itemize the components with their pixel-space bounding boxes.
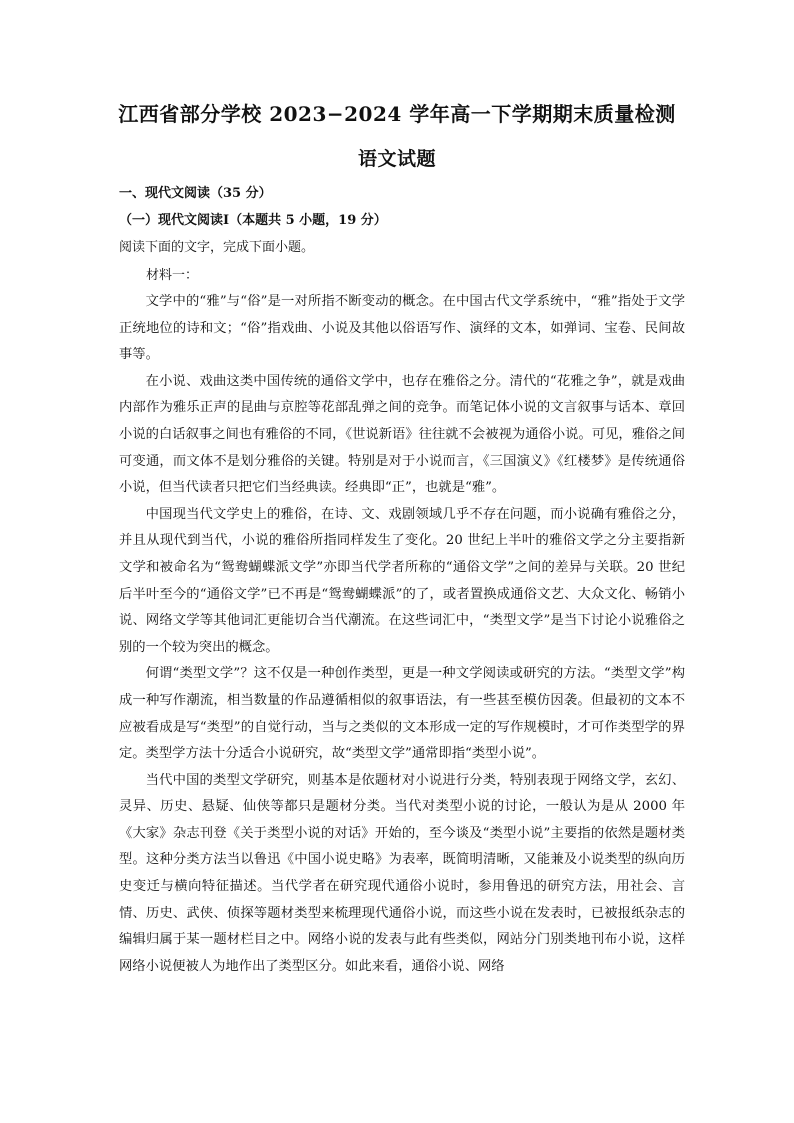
- paragraph: 何谓“类型文学”？这不仅是一种创作类型，更是一种文学阅读或研究的方法。“类型文学”构成一种写作潮流，相当数量的作品遵循相似的叙事语法，有一些甚至模仿因袭。但最初的文本不应被看成是写“类型”的自觉行动，当与之类似的文本形成一定的写作规模时，才可作类型学的界定。类型学方法十分适合小说研究，故“类型文学”通常即指“类型小说”。: [119, 666, 685, 762]
- page-title: 江西省部分学校 2023−2024 学年高一下学期期末质量检测: [118, 102, 676, 126]
- paragraph: 在小说、戏曲这类中国传统的通俗文学中，也存在雅俗之分。清代的“花雅之争”，就是戏曲内部作为雅乐正声的昆曲与京腔等花部乱弹之间的竞争。而笔记体小说的文言叙事与话本、章回小说的白话叙事之间也有雅俗的不同，《世说新语》往往就不会被视为通俗小说。可见，雅俗之间可变通，而文体不是划分雅俗的关键。特别是对于小说而言，《三国演义》《红楼梦》是传统通俗小说，但当代读者只把它们当经典读。经典即“正”，也就是“雅”。: [119, 373, 685, 496]
- subsection-heading: （一）现代文阅读Ⅰ（本题共 5 小题，19 分）: [119, 213, 387, 228]
- paragraph: 中国现当代文学史上的雅俗，在诗、文、戏剧领域几乎不存在问题，而小说确有雅俗之分，并且从现代到当代，小说的雅俗所指同样发生了变化。20 世纪上半叶的雅俗文学之分主要指新文学和被命名为“鸳鸯蝴蝶派文学”亦即当代学者所称的“通俗文学”之间的差异与关联。20 世纪后半叶至今的“通俗文学”已不再是“鸳鸯蝴蝶派”的了，或者置换成通俗文艺、大众文化、畅销小说、网络文学等其他词汇更能切合当代潮流。在这些词汇中，“类型文学”是当下讨论小说雅俗之别的一个较为突出的概念。: [119, 506, 685, 655]
- paragraph: 文学中的“雅”与“俗”是一对所指不断变动的概念。在中国古代文学系统中，“雅”指处于文学正统地位的诗和文；“俗”指戏曲、小说及其他以俗语写作、演绎的文本，如弹词、宝卷、民间故事等。: [119, 294, 685, 363]
- instruction-text: 阅读下面的文字，完成下面小题。: [119, 240, 315, 255]
- material-label: 材料一：: [146, 268, 199, 283]
- page-subtitle: 语文试题: [357, 148, 436, 170]
- passage-body: [119, 289, 685, 980]
- section-heading: 一、现代文阅读（35 分）: [119, 186, 272, 201]
- paragraph: 当代中国的类型文学研究，则基本是依题材对小说进行分类，特别表现于网络文学，玄幻、灵异、历史、悬疑、仙侠等都只是题材分类。当代对类型小说的讨论，一般认为是从 2000 年《大家》杂志刊登《关于类型小说的对话》开始的，至今谈及“类型小说”主要指的依然是题材类型。这种分类方法当以鲁迅《中国小说史略》为表率，既简明清晰，又能兼及小说类型的纵向历史变迁与横向特征描述。当代学者在研究现代通俗小说时，参用鲁迅的研究方法，用社会、言情、历史、武侠、侦探等题材类型来梳理现代通俗小说，而这些小说在发表时，已被报纸杂志的编辑归属于某一题材栏目之中。网络小说的发表与此有些类似，网站分门别类地刊布小说，这样网络小说便被人为地作出了类型区分。如此来看，通俗小说、网络: [119, 772, 685, 974]
